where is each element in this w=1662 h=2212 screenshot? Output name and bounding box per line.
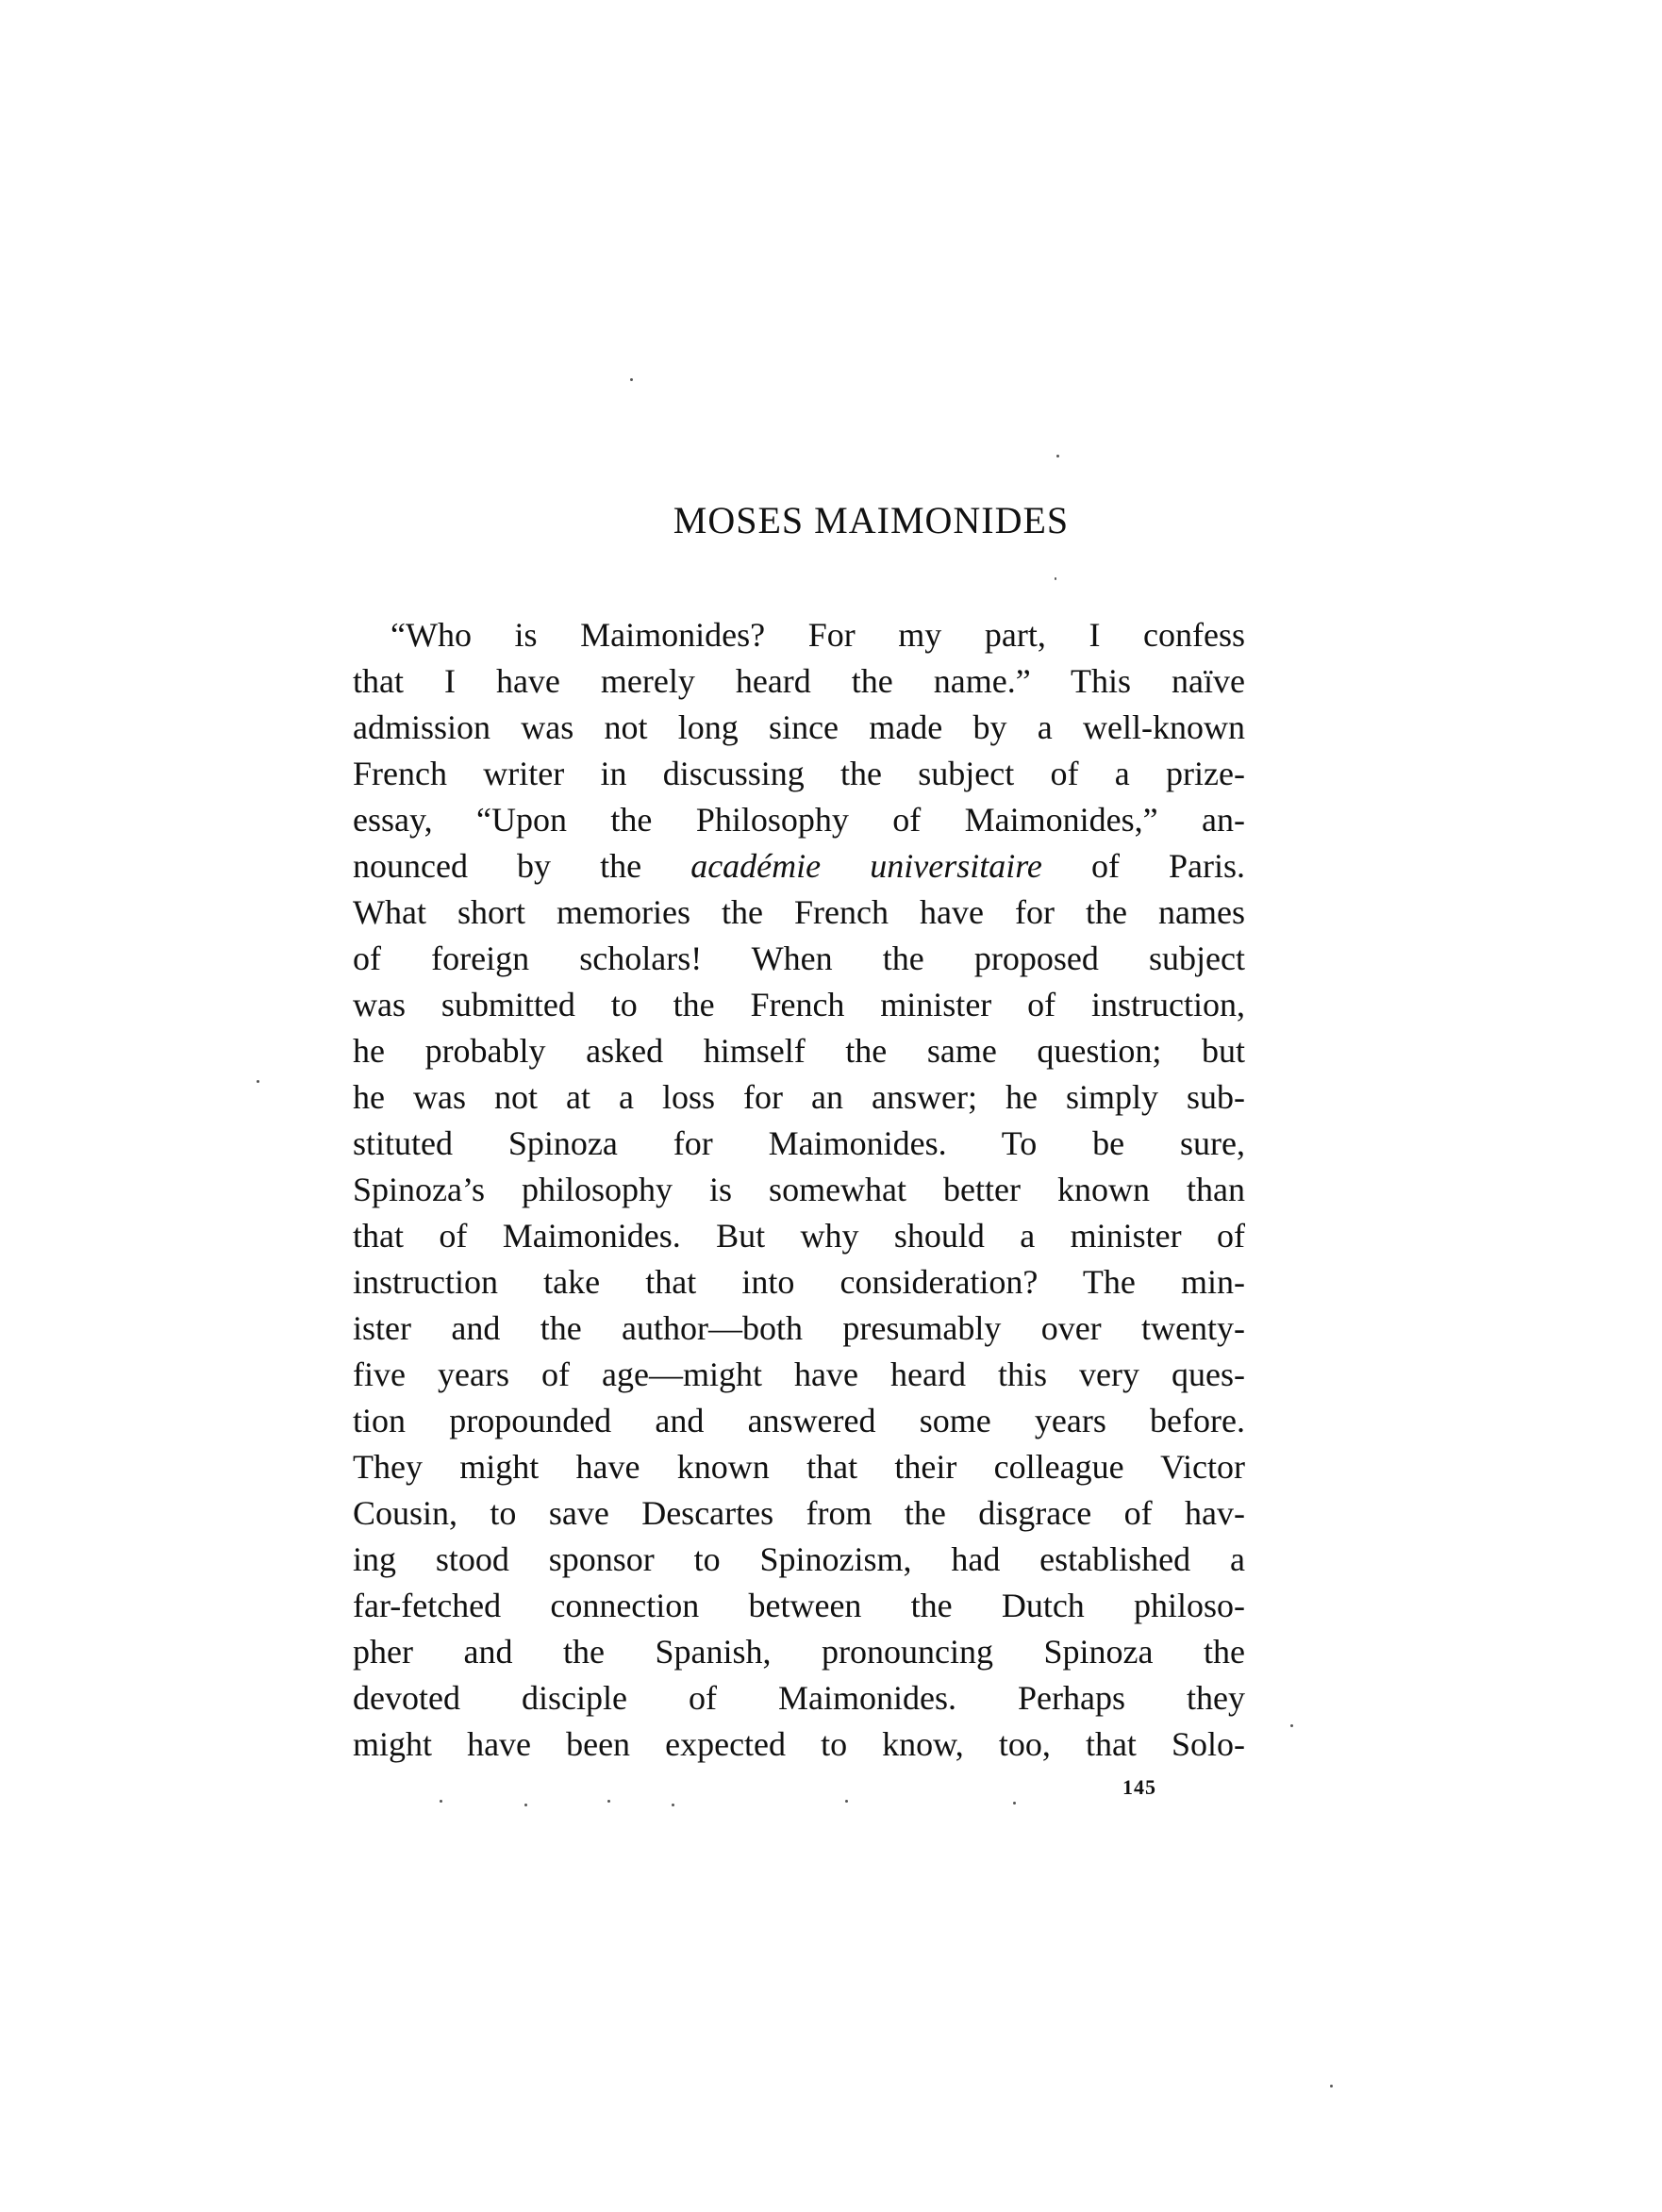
scan-speck: [630, 378, 633, 381]
text-line: ister and the author—both presumably over twenty-: [353, 1309, 1245, 1347]
scan-speck: [1290, 1724, 1293, 1727]
text-line: essay, “Upon the Philosophy of Maimonides,” an-: [353, 801, 1245, 839]
text-line: he was not at a loss for an answer; he simply sub-: [353, 1078, 1245, 1116]
scan-speck: [1055, 577, 1056, 580]
text-line: ing stood sponsor to Spinozism, had established a: [353, 1540, 1245, 1578]
scan-speck: [1056, 455, 1059, 457]
text-segment: nounced by the: [353, 847, 642, 885]
scan-speck: [672, 1804, 674, 1806]
text-line: They might have known that their colleague Victor: [353, 1448, 1245, 1486]
text-line: that I have merely heard the name.” This naïve: [353, 662, 1245, 700]
text-line: pher and the Spanish, pronouncing Spinoza the: [353, 1633, 1245, 1671]
text-line: far-fetched connection between the Dutch philoso-: [353, 1587, 1245, 1624]
scan-speck: [257, 1080, 259, 1083]
text-line: admission was not long since made by a well-known: [353, 708, 1245, 746]
text-segment: of Paris.: [1090, 847, 1246, 885]
chapter-title: MOSES MAIMONIDES: [673, 499, 1070, 541]
text-line: might have been expected to know, too, that Solo-: [353, 1725, 1245, 1763]
text-line: of foreign scholars! When the proposed subject: [353, 940, 1245, 977]
text-line: was submitted to the French minister of instruction,: [353, 986, 1245, 1023]
text-line: Cousin, to save Descartes from the disgrace of hav-: [353, 1494, 1245, 1532]
text-line: that of Maimonides. But why should a minister of: [353, 1217, 1245, 1255]
text-line: five years of age—might have heard this very ques-: [353, 1355, 1245, 1393]
text-line: What short memories the French have for the names: [353, 893, 1245, 931]
text-line: he probably asked himself the same question; but: [353, 1032, 1245, 1070]
scan-speck: [440, 1800, 442, 1803]
scan-speck: [1013, 1802, 1016, 1805]
italic-term: universitaire: [870, 847, 1042, 885]
text-line: devoted disciple of Maimonides. Perhaps they: [353, 1679, 1245, 1717]
text-line: Spinoza’s philosophy is somewhat better known than: [353, 1171, 1245, 1208]
page-number: 145: [1122, 1775, 1156, 1799]
text-line: [353, 843, 1245, 890]
text-line: instruction take that into consideration? The min-: [353, 1263, 1245, 1301]
text-line: stituted Spinoza for Maimonides. To be sure,: [353, 1124, 1245, 1162]
body-paragraph: [353, 612, 1245, 1768]
scan-speck: [1330, 2085, 1333, 2087]
text-line: French writer in discussing the subject of a prize-: [353, 755, 1245, 792]
text-line: tion propounded and answered some years before.: [353, 1402, 1245, 1439]
text-line: “Who is Maimonides? For my part, I confess: [391, 616, 1245, 654]
scan-speck: [607, 1800, 610, 1803]
scan-speck: [845, 1800, 848, 1803]
italic-term: académie: [690, 847, 822, 885]
scan-speck: [524, 1804, 527, 1806]
